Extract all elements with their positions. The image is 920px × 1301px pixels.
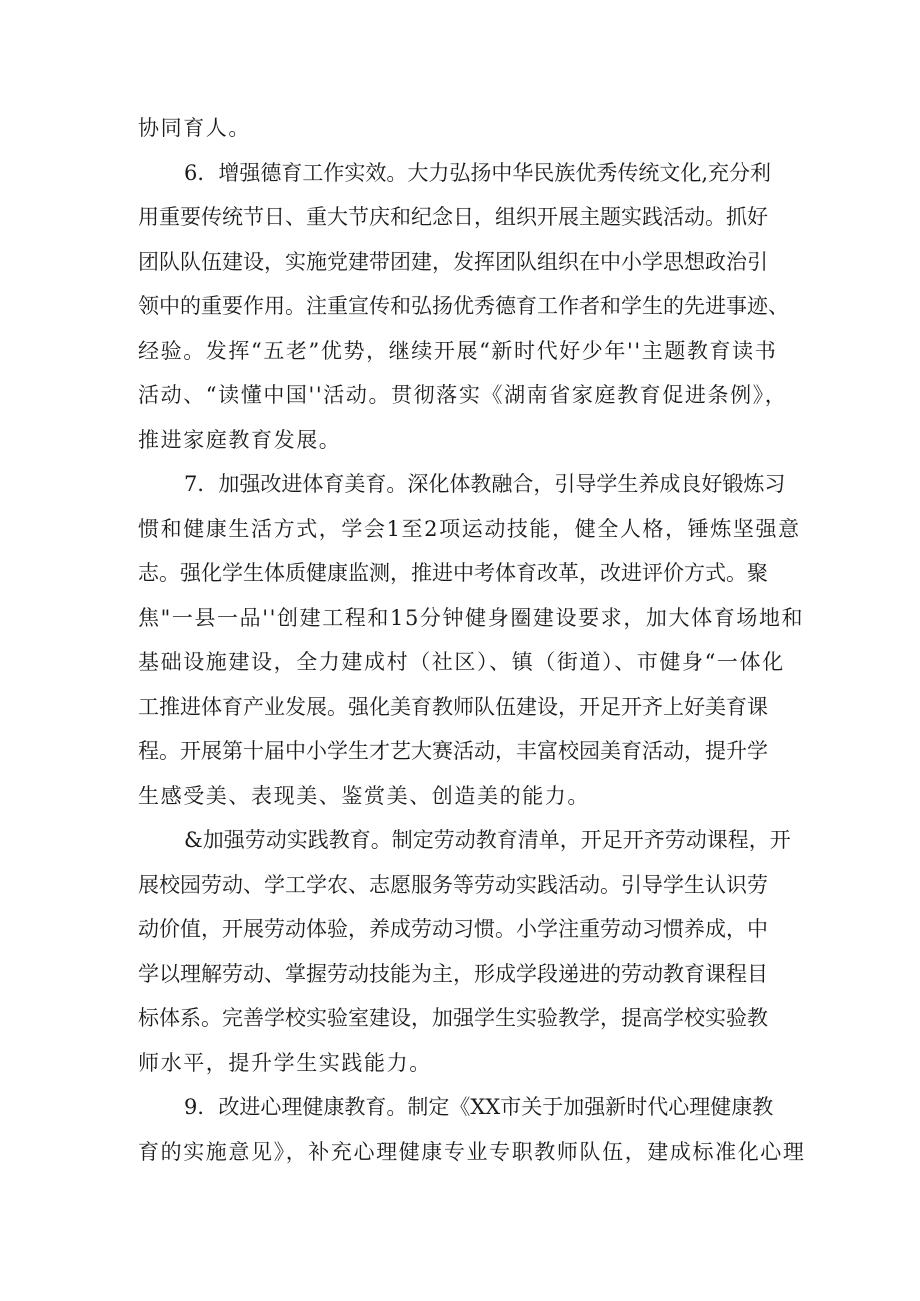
text-line: 领中的重要作用。注重宣传和弘扬优秀德育工作者和学生的先进事迹、 bbox=[138, 294, 789, 318]
text-line: 协同育人。 bbox=[138, 116, 251, 140]
paragraph-6-moral-education bbox=[138, 151, 810, 463]
text-line: 动价值，开展劳动体验，养成劳动习惯。小学注重劳动习惯养成，中 bbox=[138, 917, 768, 941]
text-line: 标体系。完善学校实验室建设，加强学生实验教学，提高学校实验教 bbox=[138, 1006, 768, 1030]
text-line: 基础设施建设，全力建成村（社区）、镇（街道）、市健身“一体化 bbox=[138, 650, 785, 674]
text-line: 工推进体育产业发展。强化美育教师队伍建设，开足开齐上好美育课 bbox=[138, 694, 768, 719]
text-line: 活动、“读懂中国''活动。贯彻落实《湖南省家庭教育促进条例》， bbox=[138, 383, 788, 407]
text-line: 用重要传统节日、重大节庆和纪念日，组织开展主题实践活动。抓好 bbox=[138, 205, 768, 229]
paragraph-9-mental-health bbox=[138, 1085, 810, 1174]
text-line: 7．加强改进体育美育。深化体教融合，引导学生养成良好锻炼习 bbox=[184, 472, 786, 496]
text-line: 师水平，提升学生实践能力。 bbox=[138, 1050, 432, 1075]
text-line: 团队队伍建设，实施党建带团建，发挥团队组织在中小学思想政治引 bbox=[138, 249, 768, 274]
document-body bbox=[138, 106, 810, 1174]
paragraph-7-sports-arts bbox=[138, 462, 810, 818]
text-line: 9．改进心理健康教育。制定《XX市关于加强新时代心理健康教 bbox=[184, 1095, 774, 1119]
text-line: 生感受美、表现美、鉴赏美、创造美的能力。 bbox=[138, 783, 590, 808]
text-line: 育的实施意见》，补充心理健康专业专职教师队伍，建成标准化心理 bbox=[138, 1139, 806, 1164]
text-line: 6．增强德育工作实效。大力弘扬中华民族优秀传统文化,充分利 bbox=[184, 160, 772, 185]
text-line: &加强劳动实践教育。制定劳动教育清单，开足开齐劳动课程，开 bbox=[184, 828, 791, 852]
paragraph-8-labor-practice bbox=[138, 818, 810, 1085]
text-line: 志。强化学生体质健康监测，推进中考体育改革，改进评价方式。聚 bbox=[138, 561, 768, 585]
text-line: 学以理解劳动、掌握劳动技能为主，形成学段递进的劳动教育课程目 bbox=[138, 961, 768, 986]
text-line: 焦"一县一品''创建工程和15分钟健身圈建设要求，加大体育场地和 bbox=[138, 605, 805, 630]
text-line: 展校园劳动、学工学农、志愿服务等劳动实践活动。引导学生认识劳 bbox=[138, 872, 768, 897]
text-line: 推进家庭教育发展。 bbox=[138, 427, 342, 452]
paragraph-5-tail bbox=[138, 106, 810, 151]
text-line: 程。开展第十届中小学生才艺大赛活动，丰富校园美育活动，提升学 bbox=[138, 739, 768, 763]
text-line: 惯和健康生活方式，学会1至2项运动技能，健全人格，锤炼坚强意 bbox=[138, 516, 801, 541]
text-line: 经验。发挥“五老”优势，继续开展“新时代好少年''主题教育读书 bbox=[138, 338, 778, 363]
